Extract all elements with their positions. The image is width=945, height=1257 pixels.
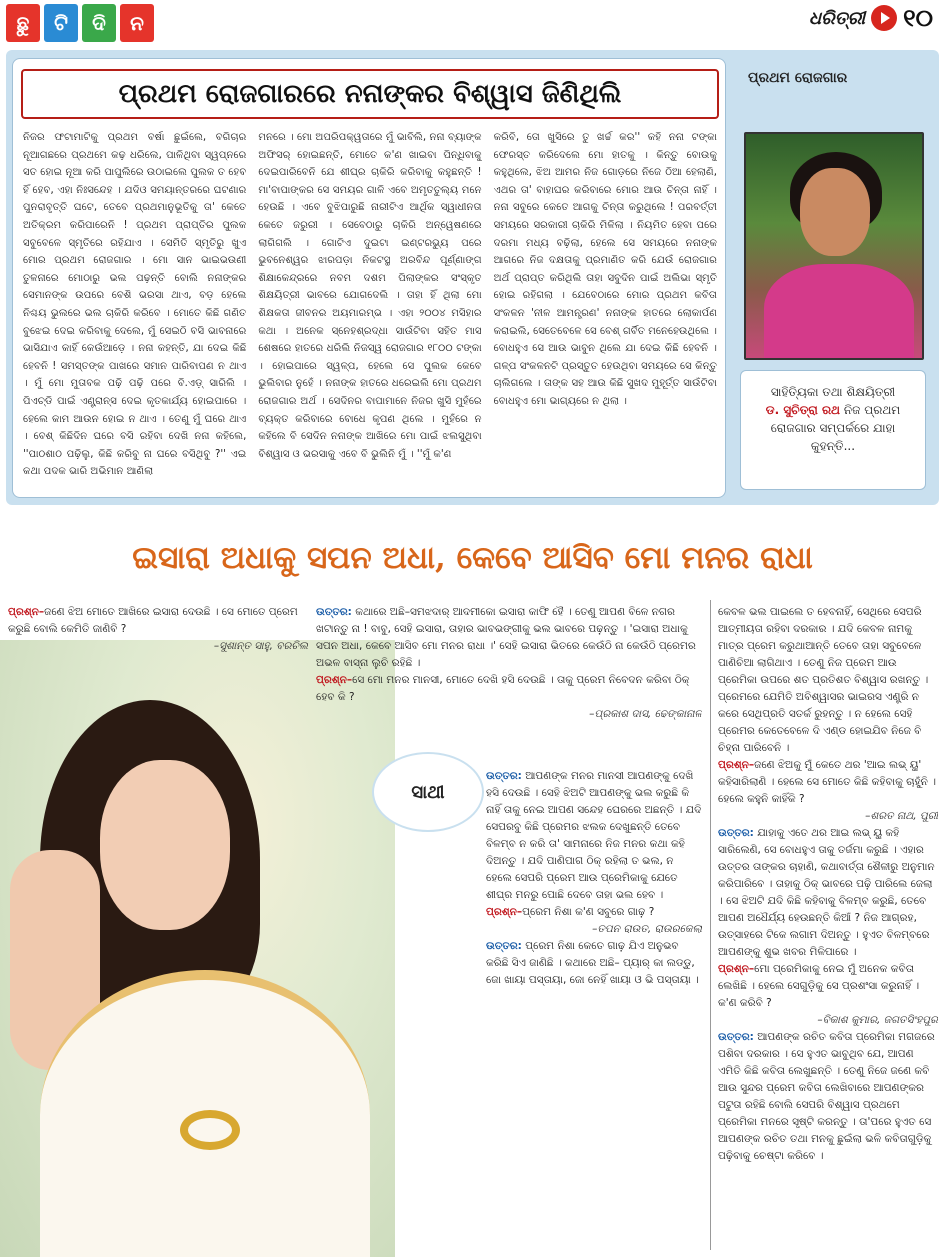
question-byline: –ସୁଶାନ୍ତ ସାହୁ, ବରଚିଲ bbox=[213, 640, 308, 652]
section-letter: ଛୁ bbox=[6, 4, 40, 42]
question-byline: –ବିକାଶ କୁମାର, ଜଗତସିଂହପୁର bbox=[817, 1014, 938, 1026]
photo-caption bbox=[740, 370, 926, 490]
caption-name: ଡ. ସୁଚିତ୍ରା ରଥ bbox=[765, 403, 841, 417]
section-name bbox=[6, 4, 154, 42]
answer-text: ଆପଣଙ୍କ ରଚିତ କବିତା ପ୍ରେମିକା ମଗଜରେ ପଶିବା ଦରକାର । ସେ ହୁଏତ ଭାବୁଥିବ ଯେ, ଆପଣ ଏମିତି କିଛି କବିତା ଲେଖୁଛନ୍ତି । ତେଣୁ ନିଜେ ଜଣେ କବି ଆଉ ସୁନ୍ଦର ପ୍ରେମ କବିତା ଲେଖିବାରେ ଆପଣଙ୍କର ପଟୁତା ରହିଛି ବୋଲି ସେପରି ବିଶ୍ୱାସ ପ୍ରଥମେ ପ୍ରେମିକା ମନରେ ସୃଷ୍ଟି କରନ୍ତୁ । ତା'ପରେ ହୁଏତ ସେ ଆପଣଙ୍କ ରଚିତ ତଥା ମନକୁ ଛୁଇଁଲା ଭଳି କବିତାଗୁଡ଼ିକୁ ପଢ଼ିବାକୁ ଚେଷ୍ଟା କରିବେ । bbox=[718, 1031, 935, 1162]
answer-label: ଉତ୍ତର: bbox=[316, 606, 352, 618]
question-label: ପ୍ରଶ୍ନ– bbox=[718, 963, 755, 975]
answer-text: କେବଳ ଭଲ ପାଇଲେ ତ ହେବନାହିଁ, ସେଥିରେ ସେପରି ଆତ୍ମୀୟତା ରହିବା ଦରକାର । ଯଦି କେବଳ ନାମକୁ ମାତ୍ର ପ୍ରେମ କରୁଥାଆନ୍ତି ତେବେ ତାହା ସବୁବେଳେ ପାଣିଚିଆ ଲାଗିଥାଏ । ତେଣୁ ନିଜ ପ୍ରେମ ଆଉ ପ୍ରେମିକା ଉପରେ ଶତ ପ୍ରତିଶତ ବିଶ୍ୱାସ ରଖନ୍ତୁ । ପ୍ରେମରେ ଯେମିତି ଅବିଶ୍ୱାସର ଭାଇରସ ଏଣ୍ଟ୍ରି ନ କରେ ସେଥିପ୍ରତି ସତର୍କ ରୁହନ୍ତୁ । ନ ହେଲେ ସେହି ପ୍ରେମର କେତେବେଳେ ଦି ଏଣ୍ଡ ହୋଇଯିବ ନିଜେ ବି ଚିହ୍ନା ପାରିବେନି । bbox=[718, 606, 929, 754]
brand-logo: ଧରିତ୍ରୀ bbox=[808, 7, 866, 29]
photo-face bbox=[100, 760, 230, 930]
question-text: ସେ ମୋ ମନର ମାନସୀ, ମୋତେ ଦେଖି ହସି ଦେଉଛି । ତାକୁ ପ୍ରେମ ନିବେଦନ କରିବା ଠିକ୍ ହେବ କି ? bbox=[316, 674, 690, 703]
question-text: ଜଣେ ଝିଅକୁ ମୁଁ କେତେ ଥର 'ଆଇ ଲଭ୍ ୟୁ' କହିସାରିଲାଣି । ହେଲେ ସେ ମୋତେ କିଛି କହିବାକୁ ଚାହୁଁନି । ହେଲେ କହୁନି କାହିଁକି ? bbox=[718, 759, 936, 805]
question-text: ପ୍ରେମ ନିଶା କ'ଣ ସବୁରେ ଗାଢ଼ ? bbox=[522, 906, 655, 918]
article-column: ନିଜର ଫଟାମାଟିକୁ ପ୍ରଥମ ବର୍ଷା ଛୁଇଁଲେ, ବଗିଚାର ନୂଆଗଛରେ ପ୍ରଥମେ କଢ଼ ଧରିଲେ, ପାଳିଥିବା ସ୍ୱପ୍ନରେ ସତ ହୋଇ ନୂଆ କରି ପାପୁଲିରେ ଉଠାଇଲେ ପୁଲକ ତ ହେବ ହିଁ ହେବ, ଏହା ନିଃସନ୍ଦେହ । ଯଦିଓ ସମୟାନ୍ତରରେ ଘଟଣାର ପୁନରାବୃତ୍ତି ଘଟେ, ତେବେ ପ୍ରଥମାନୁଭୂତିକୁ ତା' କେତେ ଅତିକ୍ରମ କରିପାରେନି ! ପ୍ରଥମ ପ୍ରାପ୍ତିର ପୁଲକ ସବୁବେଳେ ସ୍ମୃତିରେ ରହିଯାଏ । ସେମିତି ସ୍ମୃତିରୁ ଖୁଏ ମୋର ପ୍ରଥମ ରୋଜଗାର । ମୋ ସାନ ଭାଇଭଉଣୀ ତୁଳନାରେ ମୋଠାରୁ ଭଲ ପଢ଼ନ୍ତି ବୋଲି ନନାଙ୍କର ସେମାନଙ୍କ ଉପରେ ବେଶି ଭରସା ଥାଏ, ବଡ଼ ହେଲେ ନିଶ୍ଚୟ ଭୁଲରେ ଭଲ ଚାକିରି କରିବେ । ମୋତେ କିଛି ଗଣିତ ବୁଝେଇ ଦେଇ କରିବାକୁ ଦେଲେ, ମୁଁ ସେଇଠି ବସି ଭାବନାରେ ଭାସିଯାଏ କାହିଁ କେଉଁଆଡ଼େ । ନନା କହନ୍ତି, ଯା ଦେଇ କିଛି ହେବନି ! ସମସ୍ତଙ୍କ ପାଖରେ ସମାନ ପାରିବାପଣ ନ ଥାଏ । ମୁଁ ମୋ ମୁତାବକ ପଢ଼ି ପଢ଼ି ପରେ ବି.ଏଡ଼୍ ସାରିଲି । ପିଏଚ୍‌ଡି ପାଇଁ ଏଣ୍ଟ୍ରାନ୍ସ ଦେଇ କୃତକାର୍ଯ୍ୟ ହୋଇପାରେ । ହେଲେ କାମ ଆଉନ ହୋଇ ନ ଥାଏ । ତେଣୁ ମୁଁ ଘରେ ଥାଏ । ବେଶ୍ କିଛିଦିନ ଘରେ ବସି ରହିବା ଦେଖି ନନା କହିଲେ, ''ପାଠଶାଠ ପଢ଼ିଲୁ, କିଛି କରିବୁ ନା ଘରେ ବସିଥିବୁ ?'' ଏଇ କଥା ପଦକ ଭାରି ଅଭିମାନ ଆଣିଲା bbox=[23, 132, 247, 478]
photo-face bbox=[800, 168, 870, 256]
section-letter: ନ bbox=[120, 4, 154, 42]
qa-column-3 bbox=[718, 604, 938, 1254]
article-card bbox=[12, 58, 726, 498]
section-letter: ଦି bbox=[82, 4, 116, 42]
masthead bbox=[0, 0, 945, 48]
side-label: ପ୍ରଥମ ରୋଜଗାର bbox=[748, 70, 848, 86]
caption-desc: ନିଜ ପ୍ରଥମ ରୋଜଗାର ସମ୍ପର୍କରେ ଯାହା କୁହନ୍ତି... bbox=[770, 403, 901, 453]
question-label: ପ୍ରଶ୍ନ– bbox=[718, 759, 755, 771]
column-divider bbox=[710, 600, 711, 1250]
question-byline: –ପ୍ରକାଶ ଦାସ, ଢେଙ୍କାନାଳ bbox=[589, 708, 702, 720]
author-photo bbox=[744, 132, 924, 360]
answer-label: ଉତ୍ତର: bbox=[486, 940, 522, 952]
section-letter: ଟି bbox=[44, 4, 78, 42]
qa-column-1 bbox=[8, 604, 308, 664]
article-column: ମନରେ । ମୋ ଅପରିପକ୍ୱତାରେ ମୁଁ ଭାବିଲି, ନନା ବ୍ୟାଙ୍କ ଅଫିସର୍ ହୋଇଛନ୍ତି, ମୋତେ କ'ଣ ଖାଇବା ପିନ୍ଧିବାକୁ ଦେଇପାରିବେନି ଯେ ଶୀଘ୍ର ଚାକିରି କରିବାକୁ କହୁଛନ୍ତି ! ମା'ବାପାଙ୍କର ସେ ସମୟର ଗାଳି ଏବେ ଅମୃତତୁଲ୍ୟ ମନେ ହେଉଛି । ଏବେ ବୁଝିପାରୁଛି ନାରୀଟିଏ ଆର୍ଥିକ ସ୍ୱାଧୀନତା କେତେ ଜରୁରୀ । ସେବେଠାରୁ ଚାକିରି ଅନ୍ୱେଷଣରେ ଲାଗିଗଲି । ଗୋଟିଏ ଦୁଇଟା ଇଣ୍ଟରଭ୍ୟୁ ପରେ ଭୁବନେଶ୍ୱର ଝାରପଡ଼ା ନିକଟସ୍ଥ ଅରବିନ୍ଦ ପୂର୍ଣ୍ଣାଙ୍ଗ ଶିକ୍ଷାକେନ୍ଦ୍ରରେ ନବମ ଦଶମ ପିଲାଙ୍କର ସଂସ୍କୃତ ଶିକ୍ଷୟିତ୍ରୀ ଭାବରେ ଯୋଗଦେଲି । ତାହା ହିଁ ଥିଲା ମୋ ଶିକ୍ଷକତା ଜୀବନର ଅୟମାରମ୍ଭ । ଏହା ୨୦୦୪ ମସିହାର କଥା । ଅନେକ ସ୍ନେହଶ୍ରଦ୍ଧା ସାଉଁଟିବା ସହିତ ମାସ ଶେଷରେ ହାତରେ ଧରିଲି ନିଜସ୍ୱ ରୋଜଗାର ୧୮୦୦ ଟଙ୍କା । ହୋଇପାରେ ସ୍ୱଳ୍ପ, ହେଲେ ସେ ପୁଲକ କେବେ ଭୁଲିବାର ନୁହେଁ । ନନାଙ୍କ ହାତରେ ଧରେଇଲି ମୋ ପ୍ରଥମ ରୋଜଗାର ଅର୍ଥ । ସେଦିନର ବାପାମାନେ ନିଜର ଖୁସି ମୁହଁରେ ବ୍ୟକ୍ତ କରିବାରେ ବୋଧେ କୃପଣ ଥିଲେ । ମୁହଁରେ ନ କହିଲେ ବି ସେଦିନ ନନାଙ୍କ ଆଖିରେ ମୋ ପାଇଁ ଝଲସୁଥିବା ବିଶ୍ୱାସ ଓ ଭରସାକୁ ଏବେ ବି ଭୁଲିନି ମୁଁ । ''ମୁଁ କ'ଣ bbox=[258, 132, 482, 460]
page-number: ୧୦ bbox=[903, 4, 933, 32]
question-label: ପ୍ରଶ୍ନ– bbox=[316, 674, 353, 686]
question-byline: –ତପନ ରାଉତ, ରାଉରକେଲା bbox=[592, 923, 702, 935]
answer-text: ପ୍ରେମ ନିଶା କେତେ ଗାଢ଼ ଯିଏ ଅନୁଭବ କରିଛି ସିଏ ଜାଣିଛି । କଥାରେ ଅଛି– ପ୍ୟାର୍ କା ଲଡ୍ଡୁ, ଜୋ ଖାୟା ପସ୍ତାୟା, ଜୋ ନେହିଁ ଖାୟା ଓ ଭି ପସ୍ତାୟା । bbox=[486, 940, 699, 986]
question-text: ଜଣେ ଝିଅ ମୋତେ ଆଖିରେ ଇସାରା ଦେଉଛି । ସେ ମୋତେ ପ୍ରେମ କରୁଛି ବୋଲି କେମିତି ଜାଣିବି ? bbox=[8, 606, 298, 635]
question-label: ପ୍ରଶ୍ନ– bbox=[8, 606, 45, 618]
question-label: ପ୍ରଶ୍ନ– bbox=[486, 906, 523, 918]
question-text: ମୋ ପ୍ରେମିକାକୁ ନେଇ ମୁଁ ଅନେକ କବିତା ଲେଖିଛି । ହେଲେ ସେଗୁଡ଼ିକୁ ସେ ପ୍ରଶଂସା କରୁନାହିଁ । କ'ଣ କରିବି ? bbox=[718, 963, 920, 1009]
play-icon bbox=[871, 5, 897, 31]
photo-bangles bbox=[180, 1110, 240, 1150]
answer-text: କଥାରେ ଅଛି–ସମଝଦାର୍ ଆଦମୀକୋ ଇସାରା କାଫି ହୈ । ତେଣୁ ଆପଣ ବିଳେ ନଗର ଖଟାନ୍ତୁ ନା ! ବାବୁ, ସେହି ଇସାରା, ତାହାର ଭାବଭଙ୍ଗୀକୁ ଭଲ ଭାବରେ ପଢ଼ନ୍ତୁ । 'ଇସାରା ଅଧାକୁ ସପନ ଅଧା, କେବେ ଆସିବ ମୋ ମନର ରାଧା ।' ସେହି ଇସାରା ଭିତରେ କେଉଁଠି ନା କେଉଁଠି ପ୍ରେମର ଅଭଳ ବାସ୍ନା ଲୁଚି ରହିଛି । bbox=[316, 606, 696, 669]
answer-text: ଆପଣଙ୍କ ମନର ମାନସୀ ଆପଣଙ୍କୁ ଦେଖି ହସି ଦେଉଛି । ସେହି ଝିଅଟି ଆପଣଙ୍କୁ ଭଲ କରୁଛି କି ନାହିଁ ତାକୁ ନେଇ ଆପଣ ସନ୍ଦେହ ଘେରରେ ଅଛନ୍ତି । ଯଦି ସେପରବୁ କିଛି ପ୍ରେମର ଝଲକ ଦେଖୁଛନ୍ତି ତେବେ ବିଳମ୍ବ ନ କରି ତା' ସାମନାରେ ନିଜ ମନର କଥା କହି ଦିଅନ୍ତୁ । ଯଦି ପାଣିପାଗ ଠିକ୍ ରହିଲା ତ ଭଲ, ନ ହେଲେ ସେପରି ପ୍ରେମ ଆଉ ପ୍ରେମିକାକୁ ଯେତେ ଶୀଘ୍ର ମନରୁ ପୋଛି ଦେବେ ତାହା ଭଲ ହେବ । bbox=[486, 770, 702, 901]
column-badge: ସାଥୀ bbox=[372, 752, 484, 832]
top-article bbox=[6, 50, 939, 505]
article-column: କରିବି, ତୋ ଖୁସିରେ ତୁ ଖର୍ଚ୍ଚ କର'' କହି ନନା ଟଙ୍କା ଫେରସ୍ତ କରିଦେଲେ ମୋ ହାତକୁ । କିନ୍ତୁ ବୋଉକୁ କହୁଥିଲେ, ଝିଅ ଆମର ନିଜ ଗୋଡ଼ରେ ନିଜେ ଠିଆ ହେଲାଣି, ଏଥର ତା' ବାହାଘର କରିବାରେ ମୋର ଆଉ ଚିନ୍ତା ନାହିଁ । ନନା ସବୁରେ କେତେ ଆଗକୁ ଚିନ୍ତା କରୁଥିଲେ ! ପରବର୍ତ୍ତୀ ସମୟରେ ସରକାରୀ ଚାକିରି ମିଳିଲା । ନିୟମିତ ହେବା ପରେ ଦରମା ମଧ୍ୟ ବଢ଼ିଲା, ହେଲେ ସେ ସମୟରେ ନନାଙ୍କ ଆଗରେ ନିଜ ଦକ୍ଷତାକୁ ପ୍ରମାଣିତ କରି ଯେଉଁ ରୋଜଗାର ଅର୍ଥ ପ୍ରାପ୍ତ କରିଥିଲି ତାହା ସବୁଦିନ ପାଇଁ ଅଲିଭା ସ୍ମୃତି ହୋଇ ରହିଗଲା । ଯେବେଠାରେ ମୋର ପ୍ରଥମ କବିତା ସଂକଳନ 'ନୀଳ ଆମନ୍ତ୍ରଣ' ନନାଙ୍କ ହାତରେ ଲୋକାର୍ପଣ କରାଇଲି, ସେତେବେଳେ ସେ ବେଶ୍ ଗର୍ବିତ ମନେହେଉଥିଲେ । ବୋଧହୁଏ ସେ ଆଉ ଭାବୁନ ଥିଲେ ଯା ଦେଇ କିଛି ହେବନି । ଗଳ୍ପ ସଂକଳନଟି ପ୍ରସ୍ତୁତ ହେଉଥିବା ସମୟରେ ସେ କିନ୍ତୁ ଚାଲିଗଲେ । ତାଙ୍କ ସହ ଆଉ କିଛି ସୁଖଦ ମୁହୂର୍ତ୍ତ ସାଉଁଟିବା ବୋଧହୁଏ ମୋ ଭାଗ୍ୟରେ ନ ଥିଲା । bbox=[493, 132, 717, 407]
answer-label: ଉତ୍ତର: bbox=[718, 1031, 754, 1043]
answer-text: ଯାହାକୁ ଏତେ ଥର ଆଇ ଲଭ୍ ୟୁ କହି ସାରିଲେଣି, ସେ ବୋଧହୁଏ ତାକୁ ତର୍ଜମା କରୁଛି । ଏହାର ଉତ୍ତର ତାଙ୍କର ଚାହାଣି, କଥାବାର୍ତ୍ତା ଶୈଳୀରୁ ଅନୁମାନ କରିପାରିବେ । ତାହାକୁ ଠିକ୍ ଭାବରେ ପଢ଼ି ପାରିଲେ ଜେଲା । ସେ ଝିଅଟି ଯଦି କିଛି କହିବାକୁ ବିଳମ୍ବ କରୁଛି, ତେବେ ଆପଣ ଅଧୈର୍ଯ୍ୟ ହେଉଛନ୍ତି କିଆଁ ? ନିଜ ଆଗ୍ରହ, ଉତ୍ସାହରେ ଟିକେ ଲଗାମ ଦିଅନ୍ତୁ । ହୁଏତ ବିଳମ୍ବରେ ଆପଣଙ୍କୁ ଶୁଭ ଖବର ମିଳିପାରେ । bbox=[718, 827, 935, 958]
question-byline: –ଶରତ ନାଥ, ପୁରୀ bbox=[865, 810, 938, 822]
caption-role: ସାହିତ୍ୟିକା ତଥା ଶିକ୍ଷୟିତ୍ରୀ bbox=[770, 385, 896, 399]
photo-image bbox=[746, 134, 922, 358]
qa-column-2 bbox=[316, 604, 702, 764]
answer-label: ଉତ୍ତର: bbox=[486, 770, 522, 782]
brand-box bbox=[809, 4, 933, 32]
side-panel bbox=[734, 58, 932, 498]
advice-title: ଇସାରା ଅଧାକୁ ସପନ ଅଧା, କେବେ ଆସିବ ମୋ ମନର ରାଧା bbox=[132, 539, 813, 576]
article-headline: ପ୍ରଥମ ରୋଜଗାରରେ ନନାଙ୍କର ବିଶ୍ୱାସ ଜିଣିଥିଲି bbox=[21, 69, 719, 119]
article-body bbox=[23, 129, 717, 489]
answer-label: ଉତ୍ତର: bbox=[718, 827, 754, 839]
qa-column-2-lower bbox=[486, 768, 702, 1252]
photo-saree bbox=[764, 264, 914, 360]
